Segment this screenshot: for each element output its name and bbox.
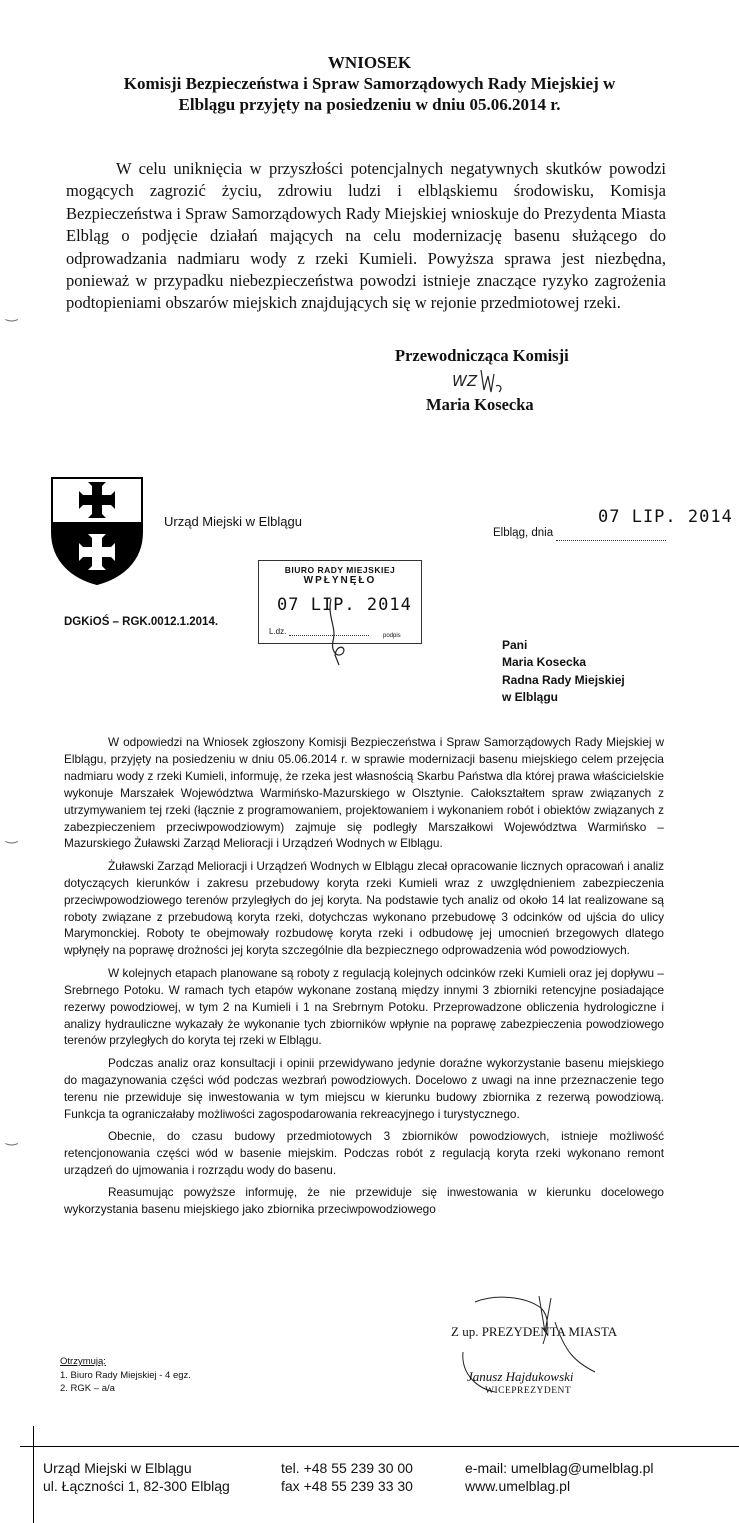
chair-name: Maria Kosecka — [426, 395, 534, 414]
motion-title — [0, 52, 739, 115]
copies-item: 1. Biuro Rady Miejskiej - 4 egz. — [60, 1369, 191, 1381]
chair-title: Przewodnicząca Komisji — [395, 346, 569, 365]
motion-title-line2: Komisji Bezpieczeństwa i Spraw Samorządowych Rady Miejskiej w — [123, 74, 616, 93]
footer-horizontal-line — [20, 1446, 739, 1447]
addressee — [502, 637, 625, 707]
copies-list — [60, 1355, 191, 1396]
reply-paragraph: Reasumując powyższe informuję, że nie przewiduje się inwestowania w kierunku docelowego wykorzystania basenu miejskiego jako zbiornika przeciwpowodziowego — [64, 1185, 664, 1217]
footer-tel: tel. +48 55 239 30 00 — [281, 1460, 413, 1476]
footer-phone-block — [281, 1459, 413, 1495]
stamp-received: WPŁYNĘŁO — [303, 575, 377, 586]
reply-paragraph: Podczas analiz oraz konsultacji i opinii przewidywano jedynie doraźne wykorzystanie basenu miejskiego do magazynowania części wód podczas wezbrań powodziowych. Docelowo z uwagi na inne przeznaczenie tego terenu nie przewiduje się inwestowania w tym miejscu w kierunku budowy zbiornika z rezerwą powodziową. Funkcja ta ograniczałaby możliwości zagospodarowania rekreacyjnego i turystycznego. — [64, 1055, 664, 1121]
punch-mark: ‿ — [6, 1131, 18, 1146]
reply-paragraph: Obecnie, do czasu budowy przedmiotowych 3 zbiorników powodziowych, istnieje możliwość retencjonowania części wód w basenie miejskim. Podczas robót z regulacją koryta rzeki wykonano remont urządzeń do ujmowania i rozrządu wody do basenu. — [64, 1128, 664, 1177]
received-stamp — [258, 560, 422, 644]
reply-paragraph: Żuławski Zarząd Melioracji i Urządzeń Wodnych w Elblągu zlecał opracowanie licznych opracowań i analiz dotyczących kierunków i zakresu przebudowy koryta rzeki Kumieli wraz z uwzględnieniem zabezpieczenia przeciwpowodziowego terenów przyległych do jej koryta. Na podstawie tych analiz od około 14 lat realizowane są roboty związane z przebudową koryta rzeki, dotychczas wykonano przebudowę 3 odcinków od ujścia do ulicy Marymonckiej. Roboty te obejmowały rozbudowę koryta rzeki i odbudowę jej umocnień brzegowych dlatego wpłynęły na poprawę drożności jej koryta szczególnie dla bezpiecznego odprowadzenia wód powodziowych. — [64, 858, 664, 958]
footer-www: www.umelblag.pl — [465, 1478, 571, 1494]
footer-vertical-line — [33, 1426, 34, 1523]
signature-role: WICEPREZYDENT — [485, 1386, 572, 1396]
stamp-podpis-label: podpis — [383, 633, 401, 639]
addressee-line: Radna Rady Miejskiej — [502, 672, 625, 687]
footer-fax: fax +48 55 239 33 30 — [281, 1478, 413, 1494]
reference-number: DGKiOŚ – RGK.0012.1.2014. — [64, 616, 219, 628]
date-line — [556, 540, 666, 541]
office-name: Urząd Miejski w Elblągu — [164, 514, 302, 529]
signature-name: Janusz Hajdukowski — [467, 1369, 574, 1384]
motion-title-line3: Elblągu przyjęty na posiedzeniu w dniu 05.06.2014 r. — [178, 95, 561, 114]
punch-mark: ‿ — [6, 307, 18, 322]
handwritten-date: 07 LIP. 2014 — [598, 507, 733, 527]
stamp-signature-icon — [323, 597, 353, 667]
footer-address-block — [43, 1459, 230, 1495]
addressee-line: Pani — [502, 638, 528, 652]
chair-initials: WZ — [452, 372, 478, 390]
stamp-office: BIURO RADY MIEJSKIEJ — [284, 565, 396, 575]
motion-body: W celu uniknięcia w przyszłości potencjalnych negatywnych skutków powodzi mogących zagrozić życiu, zdrowiu ludzi i elbląskiemu środowisku, Komisja Bezpieczeństwa i Spraw Samorządowych Rady Miejskiej wnioskuje do Prezydenta Miasta Elbląg o podjęcie działań mających na celu modernizację basenu służącego do odprowadzania nadmiaru wody z rzeki Kumieli. Powyższa sprawa jest niezbędna, ponieważ w przypadku niebezpieczeństwa powodzi istnieje znaczące ryzyko zagrożenia podtopieniami obszarów miejskich znajdujących się w rejonie przedmiotowej rzeki. — [66, 159, 666, 313]
addressee-line: w Elblągu — [502, 690, 559, 705]
addressee-line: Maria Kosecka — [502, 655, 587, 670]
motion-title-line1: WNIOSEK — [327, 53, 412, 72]
footer-email: e-mail: umelblag@umelblag.pl — [465, 1460, 654, 1476]
reply-paragraph: W kolejnych etapach planowane są roboty z regulacją kolejnych odcinków rzeki Kumieli oraz jej dopływu – Srebrnego Potoku. W ramach tych etapów wykonane zostaną między innymi 3 zbiorniki retencyjne posiadające rezerwy powodziowej, w tym 2 na Kumieli i 1 na Srebrnym Potoku. Przeprowadzone obliczenia hydrologiczne i analizy hydrauliczne wykazały że wykonanie tych zbiorników wpłynie na poprawę zabezpieczenia powodziowego terenów przyległych do koryta tej rzeki w Elblągu. — [64, 965, 664, 1048]
signature-title: Z up. PREZYDENTA MIASTA — [451, 1324, 618, 1339]
place-date-label: Elbląg, dnia — [493, 527, 554, 539]
reply-paragraph: W odpowiedzi na Wniosek zgłoszony Komisji Bezpieczeństwa i Spraw Samorządowych Rady Miejskiej w Elblągu, przyjęty na posiedzeniu w dniu 05.06.2014 r. w sprawie modernizacji basenu miejskiego celem przejęcia nadmiaru wody z rzeki Kumieli, informuję, że rzeka jest własnością Skarbu Państwa dla której prawa właścicielskie wykonuje Marszałek Województwa Warmińsko-Mazurskiego w Olsztynie. Całokształtem spraw związanych z utrzymywaniem tej rzeki (łącznie z programowaniem, projektowaniem i wykonaniem robót i obiektów związanych z zabezpieczeniem przeciwpowodziowym) zajmuje się podległy Marszałkowi Województwa Warmińsko – Mazurskiego Żuławski Zarząd Melioracji i Urządzeń Wodnych w Elblągu. — [64, 735, 664, 851]
coat-of-arms-icon — [50, 476, 144, 586]
punch-mark: ‿ — [6, 829, 18, 844]
reply-body — [64, 734, 664, 1223]
copies-item: 2. RGK – a/a — [60, 1383, 115, 1394]
footer-web-block — [465, 1459, 654, 1495]
stamp-date: 07 LIP. 2014 — [277, 595, 412, 615]
footer-address: ul. Łączności 1, 82-300 Elbląg — [43, 1478, 230, 1494]
copies-heading: Otrzymują: — [60, 1356, 106, 1367]
footer-office: Urząd Miejski w Elblągu — [43, 1460, 192, 1476]
stamp-lu-label: L.dz. — [269, 627, 287, 636]
